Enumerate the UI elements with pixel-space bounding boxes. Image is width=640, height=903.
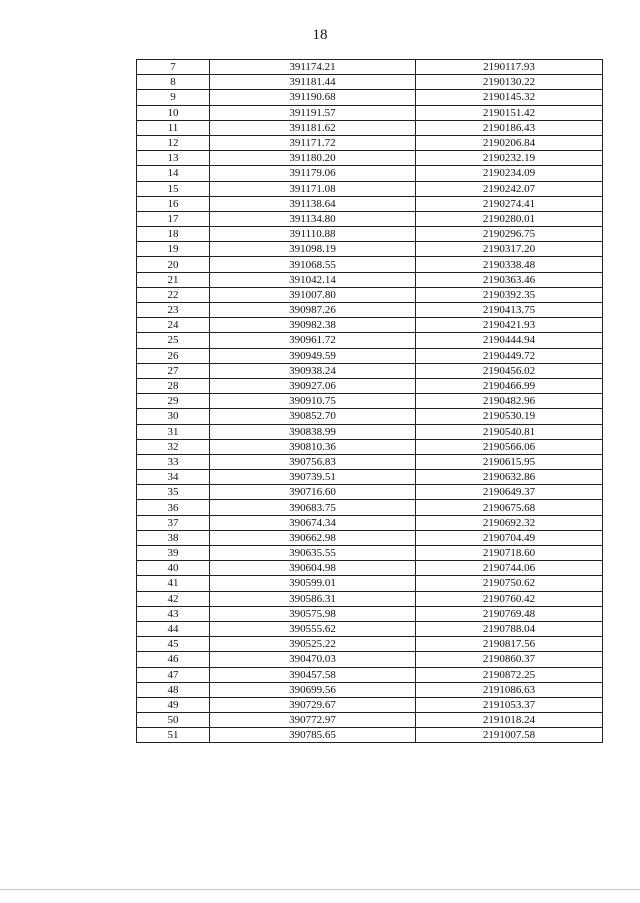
table-row [137, 713, 603, 728]
point-number-cell: 38 [137, 530, 210, 545]
y-coordinate-cell: 2190704.49 [416, 530, 603, 545]
y-coordinate-cell: 2190392.35 [416, 287, 603, 302]
y-coordinate-cell: 2190456.02 [416, 363, 603, 378]
point-number-cell: 25 [137, 333, 210, 348]
point-number-cell: 37 [137, 515, 210, 530]
point-number-cell: 32 [137, 439, 210, 454]
y-coordinate-cell: 2190130.22 [416, 75, 603, 90]
point-number-cell: 14 [137, 166, 210, 181]
point-number-cell: 20 [137, 257, 210, 272]
table-row [137, 454, 603, 469]
y-coordinate-cell: 2190363.46 [416, 272, 603, 287]
y-coordinate-cell: 2190675.68 [416, 500, 603, 515]
y-coordinate-cell: 2190280.01 [416, 211, 603, 226]
y-coordinate-cell: 2191007.58 [416, 728, 603, 743]
y-coordinate-cell: 2190242.07 [416, 181, 603, 196]
x-coordinate-cell: 390586.31 [210, 591, 416, 606]
y-coordinate-cell: 2190234.09 [416, 166, 603, 181]
point-number-cell: 28 [137, 378, 210, 393]
y-coordinate-cell: 2190540.81 [416, 424, 603, 439]
x-coordinate-cell: 390662.98 [210, 530, 416, 545]
point-number-cell: 36 [137, 500, 210, 515]
x-coordinate-cell: 391007.80 [210, 287, 416, 302]
x-coordinate-cell: 390525.22 [210, 637, 416, 652]
point-number-cell: 30 [137, 409, 210, 424]
point-number-cell: 19 [137, 242, 210, 257]
point-number-cell: 17 [137, 211, 210, 226]
point-number-cell: 11 [137, 120, 210, 135]
point-number-cell: 9 [137, 90, 210, 105]
point-number-cell: 43 [137, 606, 210, 621]
y-coordinate-cell: 2190744.06 [416, 561, 603, 576]
x-coordinate-cell: 390982.38 [210, 318, 416, 333]
table-row [137, 166, 603, 181]
y-coordinate-cell: 2190413.75 [416, 303, 603, 318]
page-number: 18 [312, 27, 328, 43]
x-coordinate-cell: 390910.75 [210, 394, 416, 409]
point-number-cell: 50 [137, 713, 210, 728]
table-row [137, 667, 603, 682]
y-coordinate-cell: 2190274.41 [416, 196, 603, 211]
y-coordinate-cell: 2190860.37 [416, 652, 603, 667]
coordinates-table-body [137, 60, 603, 743]
table-row [137, 561, 603, 576]
y-coordinate-cell: 2191018.24 [416, 713, 603, 728]
point-number-cell: 48 [137, 682, 210, 697]
point-number-cell: 39 [137, 546, 210, 561]
table-row [137, 546, 603, 561]
table-row [137, 181, 603, 196]
table-row [137, 60, 603, 75]
x-coordinate-cell: 391098.19 [210, 242, 416, 257]
table-row [137, 652, 603, 667]
table-row [137, 227, 603, 242]
table-row [137, 621, 603, 636]
table-row [137, 287, 603, 302]
table-row [137, 591, 603, 606]
point-number-cell: 27 [137, 363, 210, 378]
y-coordinate-cell: 2190769.48 [416, 606, 603, 621]
table-row [137, 697, 603, 712]
coordinates-table [136, 59, 603, 743]
point-number-cell: 21 [137, 272, 210, 287]
x-coordinate-cell: 390938.24 [210, 363, 416, 378]
y-coordinate-cell: 2190872.25 [416, 667, 603, 682]
point-number-cell: 45 [137, 637, 210, 652]
point-number-cell: 44 [137, 621, 210, 636]
x-coordinate-cell: 391174.21 [210, 60, 416, 75]
x-coordinate-cell: 391190.68 [210, 90, 416, 105]
x-coordinate-cell: 390838.99 [210, 424, 416, 439]
table-row [137, 500, 603, 515]
table-row [137, 242, 603, 257]
point-number-cell: 16 [137, 196, 210, 211]
x-coordinate-cell: 391134.80 [210, 211, 416, 226]
table-row [137, 378, 603, 393]
table-row [137, 530, 603, 545]
table-row [137, 75, 603, 90]
table-row [137, 363, 603, 378]
table-row [137, 682, 603, 697]
y-coordinate-cell: 2190444.94 [416, 333, 603, 348]
x-coordinate-cell: 390785.65 [210, 728, 416, 743]
table-row [137, 424, 603, 439]
x-coordinate-cell: 391171.08 [210, 181, 416, 196]
point-number-cell: 34 [137, 470, 210, 485]
table-row [137, 272, 603, 287]
page-bottom-rule [0, 889, 640, 890]
x-coordinate-cell: 390683.75 [210, 500, 416, 515]
table-row [137, 470, 603, 485]
point-number-cell: 7 [137, 60, 210, 75]
x-coordinate-cell: 391110.88 [210, 227, 416, 242]
x-coordinate-cell: 390949.59 [210, 348, 416, 363]
y-coordinate-cell: 2190718.60 [416, 546, 603, 561]
y-coordinate-cell: 2190466.99 [416, 378, 603, 393]
table-row [137, 576, 603, 591]
table-row [137, 257, 603, 272]
x-coordinate-cell: 390739.51 [210, 470, 416, 485]
x-coordinate-cell: 391180.20 [210, 151, 416, 166]
x-coordinate-cell: 391171.72 [210, 135, 416, 150]
y-coordinate-cell: 2190566.06 [416, 439, 603, 454]
point-number-cell: 41 [137, 576, 210, 591]
point-number-cell: 18 [137, 227, 210, 242]
table-row [137, 318, 603, 333]
x-coordinate-cell: 391181.44 [210, 75, 416, 90]
point-number-cell: 26 [137, 348, 210, 363]
x-coordinate-cell: 391179.06 [210, 166, 416, 181]
x-coordinate-cell: 390810.36 [210, 439, 416, 454]
x-coordinate-cell: 390674.34 [210, 515, 416, 530]
x-coordinate-cell: 390927.06 [210, 378, 416, 393]
y-coordinate-cell: 2190317.20 [416, 242, 603, 257]
y-coordinate-cell: 2190151.42 [416, 105, 603, 120]
point-number-cell: 46 [137, 652, 210, 667]
point-number-cell: 13 [137, 151, 210, 166]
point-number-cell: 24 [137, 318, 210, 333]
x-coordinate-cell: 390575.98 [210, 606, 416, 621]
x-coordinate-cell: 390599.01 [210, 576, 416, 591]
table-row [137, 120, 603, 135]
table-row [137, 333, 603, 348]
point-number-cell: 51 [137, 728, 210, 743]
point-number-cell: 29 [137, 394, 210, 409]
y-coordinate-cell: 2190482.96 [416, 394, 603, 409]
table-row [137, 211, 603, 226]
y-coordinate-cell: 2190296.75 [416, 227, 603, 242]
y-coordinate-cell: 2190750.62 [416, 576, 603, 591]
x-coordinate-cell: 390852.70 [210, 409, 416, 424]
table-row [137, 90, 603, 105]
table-row [137, 135, 603, 150]
y-coordinate-cell: 2190449.72 [416, 348, 603, 363]
table-row [137, 728, 603, 743]
x-coordinate-cell: 390987.26 [210, 303, 416, 318]
table-row [137, 196, 603, 211]
y-coordinate-cell: 2190615.95 [416, 454, 603, 469]
x-coordinate-cell: 390716.60 [210, 485, 416, 500]
point-number-cell: 35 [137, 485, 210, 500]
x-coordinate-cell: 391191.57 [210, 105, 416, 120]
y-coordinate-cell: 2190632.86 [416, 470, 603, 485]
x-coordinate-cell: 390729.67 [210, 697, 416, 712]
x-coordinate-cell: 391181.62 [210, 120, 416, 135]
y-coordinate-cell: 2190206.84 [416, 135, 603, 150]
y-coordinate-cell: 2191053.37 [416, 697, 603, 712]
y-coordinate-cell: 2190145.32 [416, 90, 603, 105]
x-coordinate-cell: 390961.72 [210, 333, 416, 348]
table-row [137, 637, 603, 652]
point-number-cell: 49 [137, 697, 210, 712]
x-coordinate-cell: 390756.83 [210, 454, 416, 469]
x-coordinate-cell: 390699.56 [210, 682, 416, 697]
x-coordinate-cell: 390457.58 [210, 667, 416, 682]
y-coordinate-cell: 2190186.43 [416, 120, 603, 135]
y-coordinate-cell: 2190530.19 [416, 409, 603, 424]
y-coordinate-cell: 2191086.63 [416, 682, 603, 697]
y-coordinate-cell: 2190649.37 [416, 485, 603, 500]
table-row [137, 151, 603, 166]
point-number-cell: 47 [137, 667, 210, 682]
point-number-cell: 15 [137, 181, 210, 196]
y-coordinate-cell: 2190421.93 [416, 318, 603, 333]
y-coordinate-cell: 2190788.04 [416, 621, 603, 636]
x-coordinate-cell: 390635.55 [210, 546, 416, 561]
point-number-cell: 10 [137, 105, 210, 120]
x-coordinate-cell: 390772.97 [210, 713, 416, 728]
x-coordinate-cell: 390604.98 [210, 561, 416, 576]
x-coordinate-cell: 390555.62 [210, 621, 416, 636]
table-row [137, 439, 603, 454]
y-coordinate-cell: 2190817.56 [416, 637, 603, 652]
point-number-cell: 42 [137, 591, 210, 606]
point-number-cell: 31 [137, 424, 210, 439]
y-coordinate-cell: 2190760.42 [416, 591, 603, 606]
point-number-cell: 22 [137, 287, 210, 302]
table-row [137, 485, 603, 500]
point-number-cell: 40 [137, 561, 210, 576]
table-row [137, 515, 603, 530]
table-row [137, 409, 603, 424]
point-number-cell: 23 [137, 303, 210, 318]
table-row [137, 348, 603, 363]
table-row [137, 606, 603, 621]
x-coordinate-cell: 391138.64 [210, 196, 416, 211]
y-coordinate-cell: 2190117.93 [416, 60, 603, 75]
x-coordinate-cell: 391068.55 [210, 257, 416, 272]
point-number-cell: 8 [137, 75, 210, 90]
x-coordinate-cell: 391042.14 [210, 272, 416, 287]
table-row [137, 303, 603, 318]
x-coordinate-cell: 390470.03 [210, 652, 416, 667]
y-coordinate-cell: 2190338.48 [416, 257, 603, 272]
table-row [137, 394, 603, 409]
table-row [137, 105, 603, 120]
point-number-cell: 12 [137, 135, 210, 150]
y-coordinate-cell: 2190692.32 [416, 515, 603, 530]
point-number-cell: 33 [137, 454, 210, 469]
y-coordinate-cell: 2190232.19 [416, 151, 603, 166]
